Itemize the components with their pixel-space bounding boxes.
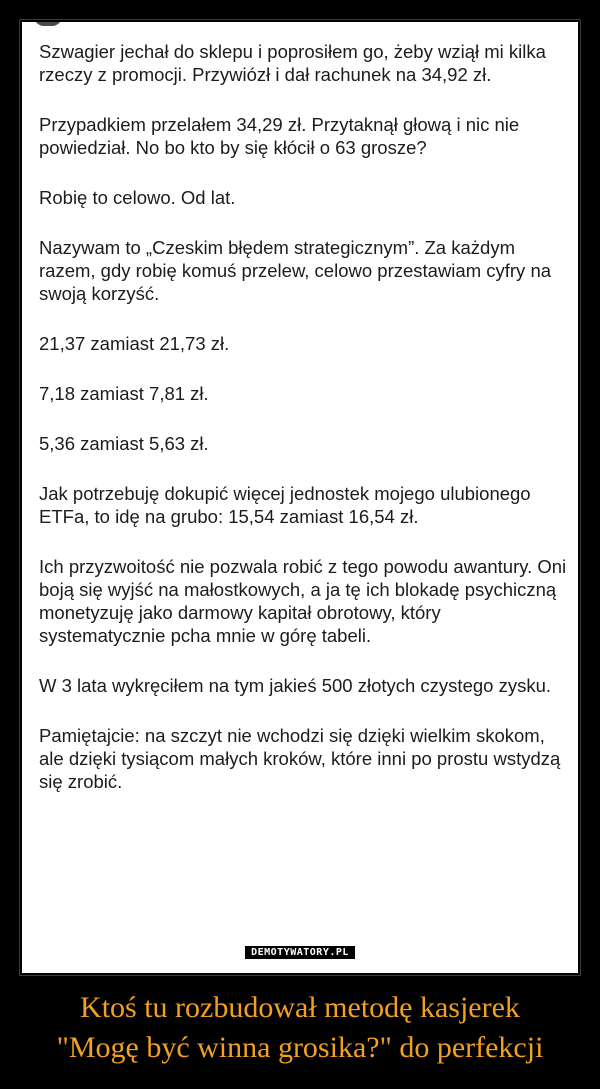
post-paragraph-3: Robię to celowo. Od lat. xyxy=(39,187,236,208)
post-paragraph-10: W 3 lata wykręciłem na tym jakieś 500 złotych czystego zysku. xyxy=(39,675,552,696)
watermark-text: DEMOTYWATORY.PL xyxy=(245,946,355,959)
post-text xyxy=(39,40,567,793)
poster-caption xyxy=(0,988,600,1068)
post-paragraph-2: Przypadkiem przelałem 34,29 zł. Przytaknął głową i nic nie powiedział. No bo kto by się kłócił o 63 grosze? xyxy=(39,114,520,158)
post-screenshot xyxy=(22,22,578,973)
post-paragraph-6: 7,18 zamiast 7,81 zł. xyxy=(39,383,209,404)
caption-line-2: "Mogę być winna grosika?" do perfekcji xyxy=(56,1031,544,1064)
caption-line-1: Ktoś tu rozbudował metodę kasjerek xyxy=(80,991,520,1024)
post-paragraph-5: 21,37 zamiast 21,73 zł. xyxy=(39,333,230,354)
post-paragraph-8: Jak potrzebuję dokupić więcej jednostek mojego ulubionego ETFa, to idę na grubo: 15,54 zamiast 16,54 zł. xyxy=(39,483,531,527)
post-paragraph-1: Szwagier jechał do sklepu i poprosiłem go, żeby wziął mi kilka rzeczy z promocji. Przywiózł i dał rachunek na 34,92 zł. xyxy=(39,41,546,85)
avatar xyxy=(34,22,62,26)
post-paragraph-9: Ich przyzwoitość nie pozwala robić z tego powodu awantury. Oni boją się wyjść na małostkowych, a ja tę ich blokadę psychiczną monetyzuję jako darmowy kapitał obrotowy, który systematycznie pcha mnie w górę tabeli. xyxy=(39,556,567,646)
site-watermark xyxy=(0,946,600,959)
post-paragraph-7: 5,36 zamiast 5,63 zł. xyxy=(39,433,209,454)
post-paragraph-4: Nazywam to „Czeskim błędem strategicznym”. Za każdym razem, gdy robię komuś przelew, celowo przestawiam cyfry na swoją korzyść. xyxy=(39,237,552,304)
post-paragraph-11: Pamiętajcie: na szczyt nie wchodzi się dzięki wielkim skokom, ale dzięki tysiącom małych kroków, które inni po prostu wstydzą się zrobić. xyxy=(39,725,561,792)
